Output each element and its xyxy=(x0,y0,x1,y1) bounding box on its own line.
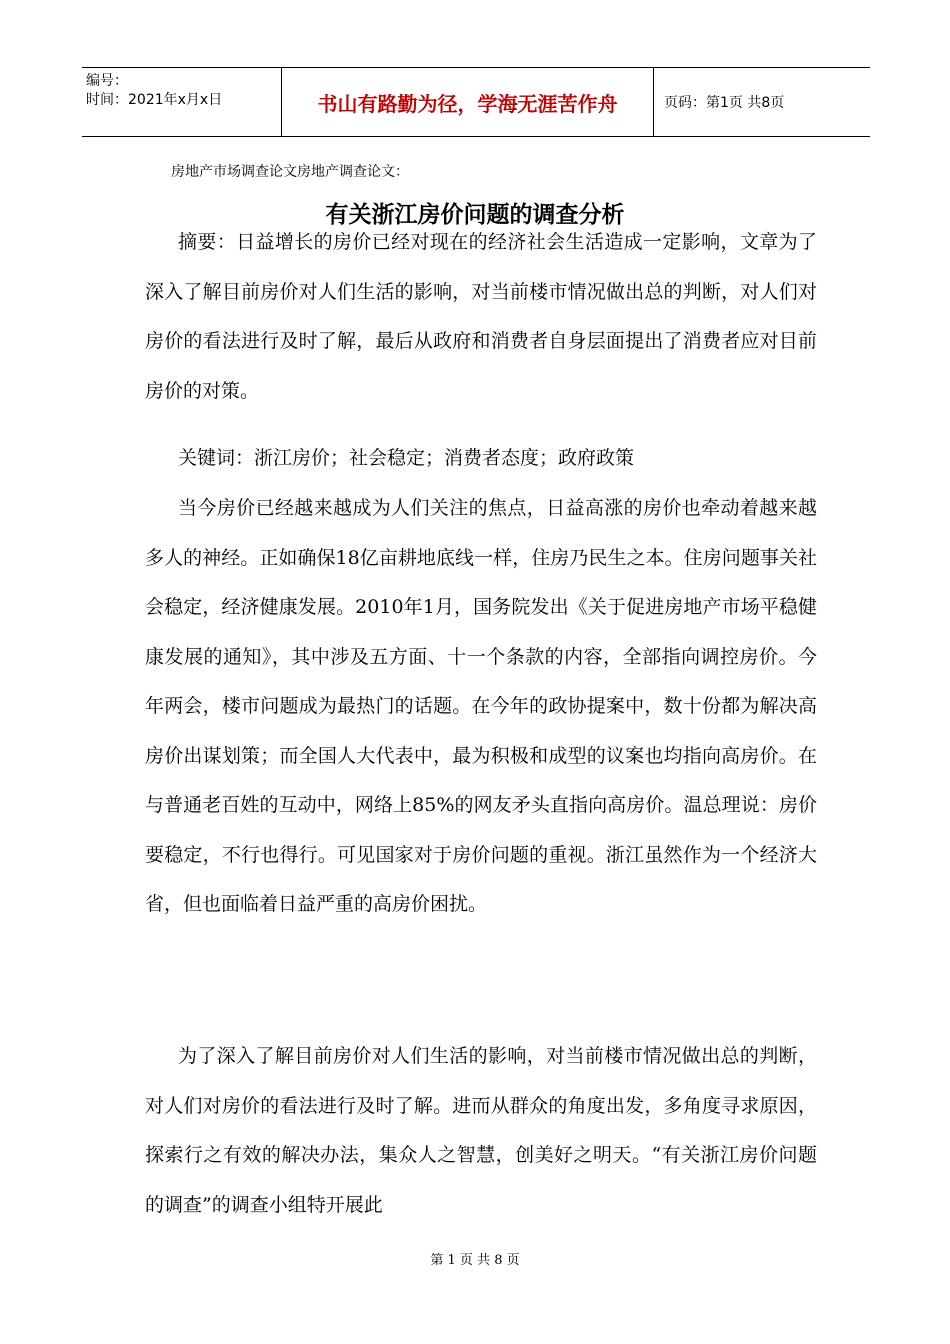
time-label: 时间：2021年x月x日 xyxy=(86,92,223,108)
page-footer: 第 1 页 共 8 页 xyxy=(430,1253,520,1268)
number-label: 编号： xyxy=(86,73,128,89)
page-label: 页码：第1页 共8页 xyxy=(664,95,785,111)
body-paragraph: 为了深入了解目前房价对人们生活的影响，对当前楼市情况做出总的判断，对人们对房价的看法进行及时了解。进而从群众的角度出发，多角度寻求原因，探索行之有效的解决办法，集众人之智慧，创美好之明天。“有关浙江房价问题的调查”的调查小组特开展此 xyxy=(145,1045,817,1216)
document-subtitle: 房地产市场调查论文房地产调查论文： xyxy=(171,164,409,180)
document-title: 有关浙江房价问题的调查分析 xyxy=(325,202,625,228)
keywords-paragraph: 关键词：浙江房价；社会稳定；消费者态度；政府政策 xyxy=(178,447,635,469)
abstract-paragraph: 摘要：日益增长的房价已经对现在的经济社会生活造成一定影响，文章为了深入了解目前房价对人们生活的影响，对当前楼市情况做出总的判断，对人们对房价的看法进行及时了解，最后从政府和消费者自身层面提出了消费者应对目前房价的对策。 xyxy=(145,231,817,402)
header-table xyxy=(82,67,870,137)
motto: 书山有路勤为径，学海无涯苦作舟 xyxy=(282,68,654,136)
body-paragraph: 当今房价已经越来越成为人们关注的焦点，日益高涨的房价也牵动着越来越多人的神经。正如确保18亿亩耕地底线一样，住房乃民生之本。住房问题事关社会稳定，经济健康发展。2010年1月，国务院发出《关于促进房地产市场平稳健康发展的通知》，其中涉及五方面、十一个条款的内容，全部指向调控房价。今年两会，楼市问题成为最热门的话题。在今年的政协提案中，数十份都为解决高房价出谋划策；而全国人大代表中，最为积极和成型的议案也均指向高房价。在与普通老百姓的互动中，网络上85%的网友矛头直指向高房价。温总理说：房价要稳定，不行也得行。可见国家对于房价问题的重视。浙江虽然作为一个经济大省，但也面临着日益严重的高房价困扰。 xyxy=(145,497,817,915)
header-meta-cell xyxy=(82,68,282,136)
